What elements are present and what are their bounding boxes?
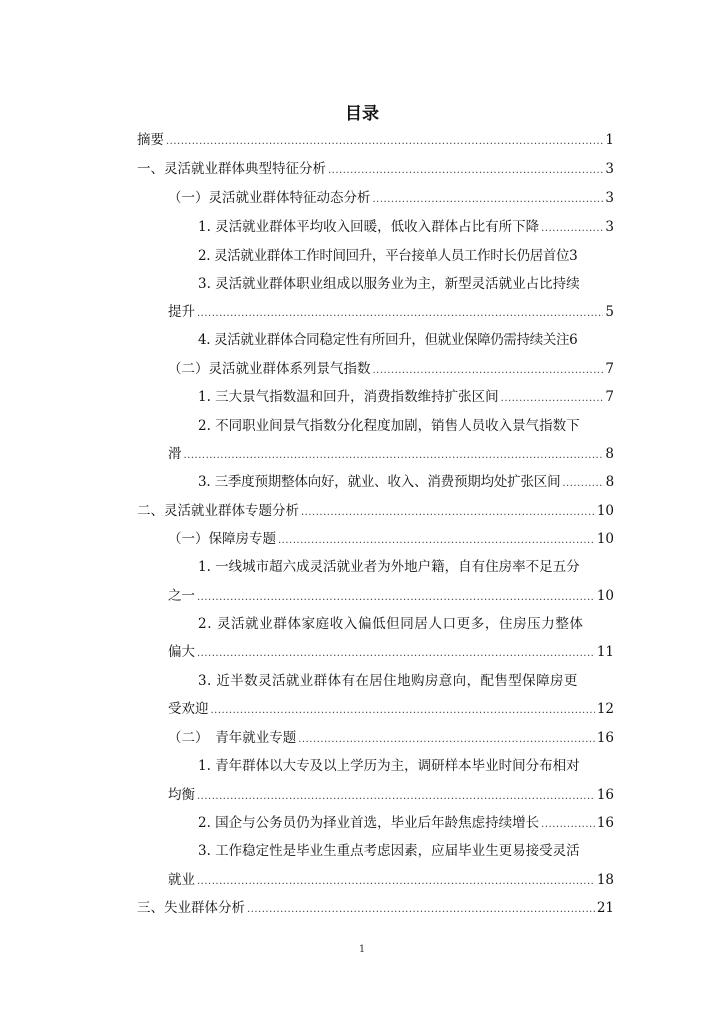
toc-entry-text: 2. 灵活就业群体工作时间回升，平台接单人员工作时长仍居首位: [198, 248, 570, 264]
toc-entry-text: 1. 灵活就业群体平均收入回暖，低收入群体占比有所下降: [198, 219, 540, 235]
toc-entry-text: 2. 国企与公务员仍为择业首选，毕业后年龄焦虑持续增长: [198, 815, 540, 831]
toc-entry-text: 滑: [168, 446, 182, 462]
leader-dots: [562, 475, 603, 493]
toc-entry[interactable]: [168, 871, 614, 891]
toc-entry-first-line[interactable]: 3. 近半数灵活就业群体有在居住地购房意向，配售型保障房更: [198, 673, 578, 689]
toc-entry-text: 偏大: [168, 644, 195, 660]
leader-dots: [373, 362, 604, 380]
toc-entry-first-line[interactable]: 2. 灵活就业群体家庭收入偏低但同居人口更多，住房压力整体: [198, 616, 584, 632]
toc-entry-text: 提升: [168, 304, 195, 320]
toc-entry-first-line[interactable]: 3. 工作稳定性是毕业生重点考虑因素，应届毕业生更易接受灵活: [198, 843, 580, 859]
toc-entry-text: 4. 灵活就业群体合同稳定性有所回升，但就业保障仍需持续关注: [198, 332, 570, 348]
toc-entry[interactable]: [137, 502, 614, 522]
toc-entry-text: 二、灵活就业群体专题分析: [137, 503, 299, 519]
leader-dots: [211, 702, 595, 720]
toc-entry[interactable]: [137, 131, 614, 151]
toc-entry[interactable]: [198, 814, 614, 834]
toc-entry-page: 3: [605, 219, 614, 235]
leader-dots: [373, 191, 604, 209]
toc-entry[interactable]: [168, 643, 614, 663]
toc-entry-text: 1. 三大景气指数温和回升，消费指数维持扩张区间: [198, 389, 499, 405]
toc-entry[interactable]: [168, 360, 614, 380]
toc-entry[interactable]: [198, 218, 614, 238]
toc-entry-page: 10: [596, 531, 614, 547]
toc-entry-text: 3. 三季度预期整体向好，就业、收入、消费预期均处扩张区间: [198, 474, 561, 490]
toc-entry-page: 3: [569, 248, 578, 264]
toc-entry-page: 16: [596, 730, 614, 746]
leader-dots: [197, 305, 603, 323]
toc-entry[interactable]: [198, 331, 614, 349]
toc-entry-page: 10: [596, 503, 614, 519]
toc-entry[interactable]: [137, 899, 614, 919]
toc-entry[interactable]: [168, 700, 614, 720]
toc-entry[interactable]: [137, 160, 614, 180]
leader-dots: [166, 133, 603, 151]
leader-dots: [541, 816, 595, 834]
toc-entry-text: 三、失业群体分析: [137, 900, 245, 916]
toc-entry-page: 16: [596, 815, 614, 831]
toc-entry-page: 8: [605, 446, 614, 462]
leader-dots: [501, 390, 604, 408]
leader-dots: [278, 532, 595, 550]
toc-entry-text: （一）灵活就业群体特征动态分析: [168, 190, 371, 206]
toc-entry-text: 摘要: [137, 132, 164, 148]
toc-entry[interactable]: [198, 247, 614, 265]
leader-dots: [541, 220, 603, 238]
toc-entry-text: （二） 青年就业专题: [168, 730, 297, 746]
toc-entry-text: 就业: [168, 872, 195, 888]
toc-entry[interactable]: [168, 587, 614, 607]
toc-entry-page: 21: [596, 900, 614, 916]
toc-entry-text: （一）保障房专题: [168, 531, 276, 547]
toc-entry-page: 12: [596, 701, 614, 717]
toc-entry[interactable]: [168, 189, 614, 209]
toc-entry-text: 之一: [168, 588, 195, 604]
toc-entry-page: 18: [596, 872, 614, 888]
toc-entry-text: 一、灵活就业群体典型特征分析: [137, 161, 326, 177]
toc-entry-text: （二）灵活就业群体系列景气指数: [168, 361, 371, 377]
toc-entry-text: 均衡: [168, 787, 195, 803]
page-number: 1: [358, 944, 366, 955]
leader-dots: [247, 901, 595, 919]
toc-entry-page: 16: [596, 787, 614, 803]
toc-entry-page: 5: [605, 304, 614, 320]
leader-dots: [197, 788, 595, 806]
toc-entry[interactable]: [198, 473, 614, 493]
leader-dots: [184, 447, 604, 465]
toc-entry-text: 受欢迎: [168, 701, 209, 717]
leader-dots: [298, 731, 595, 749]
toc-entry[interactable]: [168, 303, 614, 323]
toc-entry-first-line[interactable]: 2. 不同职业间景气指数分化程度加剧，销售人员收入景气指数下: [198, 418, 580, 434]
toc-entry-page: 7: [605, 389, 614, 405]
toc-entry-page: 11: [596, 644, 614, 660]
toc-entry-page: 1: [605, 132, 614, 148]
toc-entry[interactable]: [168, 786, 614, 806]
toc-entry-page: 3: [605, 190, 614, 206]
leader-dots: [197, 873, 595, 891]
page-title: 目录: [345, 104, 379, 124]
toc-entry[interactable]: [198, 388, 614, 408]
toc-entry-first-line[interactable]: 3. 灵活就业群体职业组成以服务业为主，新型灵活就业占比持续: [198, 276, 580, 292]
toc-entry-page: 3: [605, 161, 614, 177]
toc-entry-first-line[interactable]: 1. 一线城市超六成灵活就业者为外地户籍，自有住房率不足五分: [198, 559, 580, 575]
toc-entry[interactable]: [168, 530, 614, 550]
leader-dots: [301, 504, 595, 522]
toc-entry-first-line[interactable]: 1. 青年群体以大专及以上学历为主，调研样本毕业时间分布相对: [198, 758, 580, 774]
toc-entry[interactable]: [168, 445, 614, 465]
toc-entry-page: 7: [605, 361, 614, 377]
leader-dots: [197, 645, 595, 663]
toc-entry-page: 8: [605, 474, 614, 490]
toc-entry[interactable]: [168, 729, 614, 749]
toc-entry-page: 10: [596, 588, 614, 604]
leader-dots: [197, 589, 595, 607]
toc-entry-page: 6: [569, 332, 578, 348]
leader-dots: [328, 162, 603, 180]
